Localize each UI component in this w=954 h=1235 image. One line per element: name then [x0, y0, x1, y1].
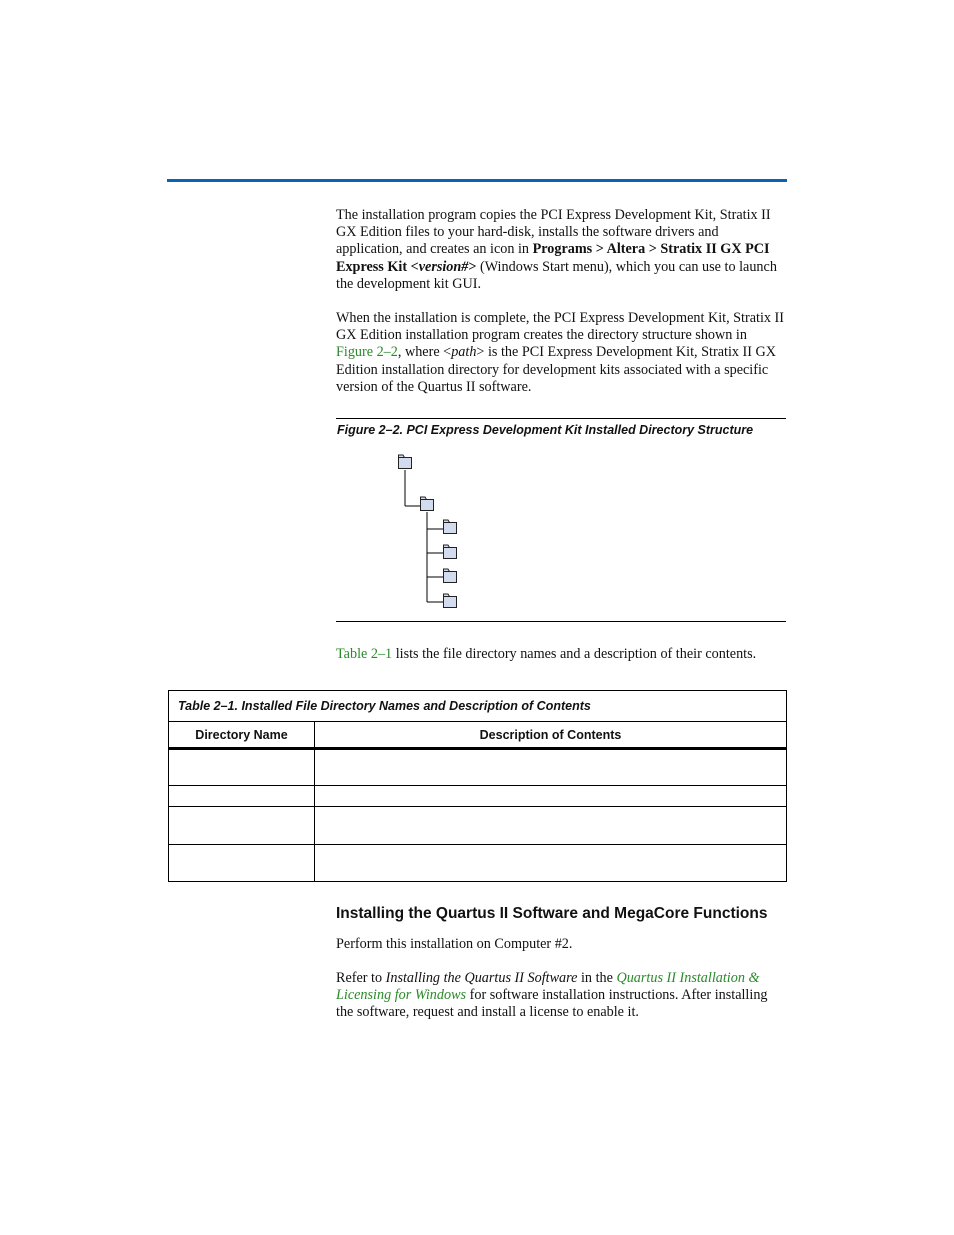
directory-table — [168, 690, 787, 882]
table-row — [169, 786, 787, 807]
directory-tree-diagram — [390, 450, 480, 615]
menu-path-end: > — [468, 258, 477, 275]
section-heading: Installing the Quartus II Software and MegaCore Functions — [336, 905, 768, 922]
menu-path: Programs > Altera > Stratix II GX PCI Express Kit < — [336, 241, 770, 275]
perform-text: Perform this installation on Computer #2. — [336, 936, 573, 952]
folder-icon — [444, 594, 457, 608]
intro-text-end: (Windows Start menu), which you can use to launch the development kit GUI. — [336, 258, 777, 292]
refer-text: Refer to — [336, 970, 386, 986]
refer-text-2: in the — [577, 970, 617, 986]
completion-text-2: , where < — [397, 344, 452, 361]
completion-paragraph — [336, 310, 786, 396]
figure-link[interactable]: Figure 2–2 — [336, 344, 398, 361]
folder-icon — [399, 455, 412, 469]
table-caption: Table 2–1. Installed File Directory Names and Description of Contents — [169, 691, 787, 722]
header-rule — [167, 179, 787, 182]
completion-text: When the installation is complete, the PCI Express Development Kit, Stratix II GX Edition installation program creates the directory structure shown in — [336, 310, 784, 344]
table-row — [169, 807, 787, 845]
refer-doc-title: Installing the Quartus II Software — [385, 970, 578, 986]
perform-paragraph — [336, 936, 786, 953]
figure-bottom-rule — [336, 621, 786, 622]
path-placeholder: path — [451, 344, 477, 361]
folder-icon — [444, 520, 457, 534]
folder-icon — [444, 569, 457, 583]
version-placeholder: version# — [418, 258, 469, 275]
table-link[interactable]: Table 2–1 — [336, 646, 393, 662]
header-directory-name: Directory Name — [169, 722, 315, 749]
figure-top-rule — [336, 418, 786, 419]
installation-guide-link[interactable]: Quartus II Installation & Licensing for Windows — [336, 970, 760, 1004]
folder-icon — [421, 497, 434, 511]
table-intro-paragraph — [336, 646, 786, 663]
intro-paragraph — [336, 207, 786, 293]
table-row — [169, 749, 787, 786]
completion-text-3: > is the PCI Express Development Kit, Stratix II GX Edition installation directory for development kits associated with a specific version of the Quartus II software. — [336, 344, 777, 395]
header-description: Description of Contents — [315, 722, 787, 749]
intro-text: The installation program copies the PCI Express Development Kit, Stratix II GX Edition files to your hard-disk, installs the software drivers and application, and creates an icon in — [336, 207, 771, 258]
refer-paragraph — [336, 970, 786, 1022]
figure-caption: Figure 2–2. PCI Express Development Kit Installed Directory Structure — [337, 423, 754, 437]
table-intro-text: lists the file directory names and a description of their contents. — [392, 646, 757, 662]
folder-icon — [444, 545, 457, 559]
table-row — [169, 845, 787, 882]
refer-text-3: for software installation instructions. After installing the software, request and install a license to enable it. — [336, 987, 768, 1021]
